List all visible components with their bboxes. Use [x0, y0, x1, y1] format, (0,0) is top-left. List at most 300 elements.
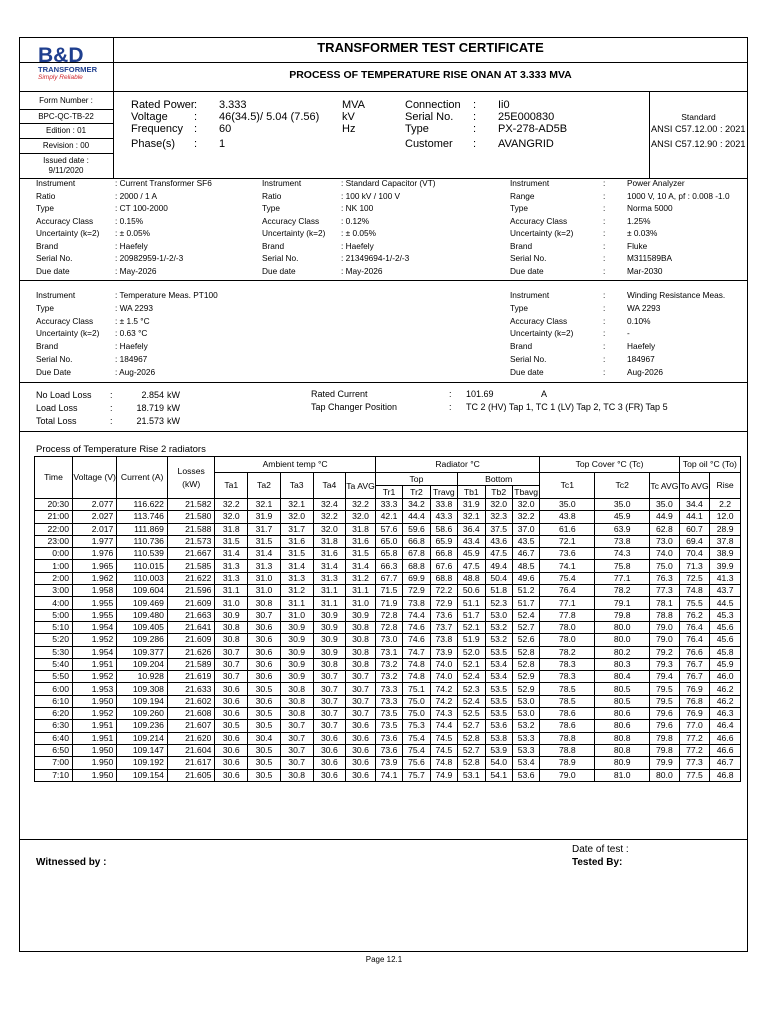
table-cell: 30.8	[346, 646, 376, 658]
type-label: Type	[405, 123, 429, 135]
header-tc-avg: Tc AVG	[650, 473, 680, 499]
table-caption: Process of Temperature Rise 2 radiators	[36, 444, 206, 455]
table-cell: 21.596	[167, 585, 214, 597]
header-tr2: Tr2	[403, 486, 430, 499]
table-cell: 3:00	[35, 585, 73, 597]
table-cell: 30.9	[313, 621, 346, 633]
table-cell: 54.1	[485, 769, 512, 781]
table-cell: 30.9	[280, 634, 313, 646]
table-cell: 30.6	[248, 634, 281, 646]
table-cell: 30.8	[346, 658, 376, 670]
table-cell: 45.9	[710, 658, 741, 670]
table-cell: 73.2	[375, 671, 402, 683]
table-cell: 21.609	[167, 634, 214, 646]
value: 1.25%	[627, 215, 651, 226]
table-cell: 30.7	[215, 671, 248, 683]
table-cell: 57.6	[375, 523, 402, 535]
table-cell: 74.1	[540, 560, 595, 572]
table-cell: 78.8	[540, 732, 595, 744]
label: Type	[36, 302, 54, 313]
customer-label: Customer	[405, 138, 453, 150]
edition: Edition : 01	[45, 126, 87, 135]
instruments2-col3-labels	[510, 289, 573, 379]
table-cell: 21.605	[167, 769, 214, 781]
rated-power-value: 3.333	[219, 99, 247, 111]
table-cell: 30.9	[346, 609, 376, 621]
label: Uncertainty (k=2)	[510, 328, 574, 339]
table-cell: 52.8	[512, 646, 539, 658]
voltage-label: Voltage	[131, 111, 168, 123]
label: Instrument	[262, 178, 302, 188]
table-row	[35, 560, 741, 572]
table-cell: 74.6	[403, 621, 430, 633]
table-cell: 79.9	[650, 757, 680, 769]
table-cell: 31.5	[215, 535, 248, 547]
label: Instrument	[510, 178, 550, 188]
load-loss-value: 18.719	[136, 403, 164, 413]
table-cell: 1.954	[72, 646, 116, 658]
value: Mar-2030	[627, 265, 663, 276]
table-cell: 71.3	[679, 560, 710, 572]
standard-line-1: ANSI C57.12.00 : 2021	[651, 124, 746, 134]
table-cell: 53.2	[485, 621, 512, 633]
table-cell: 45.3	[710, 609, 741, 621]
table-cell: 43.4	[458, 535, 485, 547]
table-cell: 74.8	[403, 671, 430, 683]
table-cell: 53.2	[512, 720, 539, 732]
label: Brand	[510, 341, 533, 352]
header-tc2: Tc2	[595, 473, 650, 499]
value: 0.10%	[627, 315, 651, 326]
value: : ± 1.5 °C	[115, 315, 150, 326]
value: : Temperature Meas. PT100	[115, 290, 218, 300]
table-cell: 110.736	[117, 535, 168, 547]
meta-line	[19, 123, 113, 124]
table-cell: 32.2	[346, 499, 376, 511]
table-cell: 21.582	[167, 499, 214, 511]
table-cell: 36.4	[458, 523, 485, 535]
table-row	[35, 523, 741, 535]
header-tb2: Tb2	[485, 486, 512, 499]
table-cell: 79.0	[650, 621, 680, 633]
value: : 0.63 °C	[115, 328, 148, 339]
table-cell: 30.7	[346, 671, 376, 683]
table-cell: 1.962	[72, 572, 116, 584]
table-cell: 2.077	[72, 499, 116, 511]
header-ta1: Ta1	[215, 473, 248, 499]
load-loss-label: Load Loss	[36, 403, 78, 413]
table-cell: 21:00	[35, 511, 73, 523]
table-cell: 75.3	[403, 720, 430, 732]
table-cell: 109.154	[117, 769, 168, 781]
table-cell: 73.6	[375, 744, 402, 756]
table-row	[35, 585, 741, 597]
table-cell: 1.952	[72, 708, 116, 720]
table-cell: 52.7	[512, 621, 539, 633]
table-cell: 52.8	[458, 757, 485, 769]
table-row	[35, 683, 741, 695]
table-cell: 45.9	[595, 511, 650, 523]
table-cell: 4:00	[35, 597, 73, 609]
table-cell: 75.0	[403, 695, 430, 707]
value: : Standard Capacitor (VT)	[341, 178, 436, 188]
label: Type	[262, 203, 280, 213]
table-cell: 79.6	[650, 708, 680, 720]
table-cell: 31.1	[313, 585, 346, 597]
table-cell: 67.8	[403, 548, 430, 560]
label: Due date	[510, 366, 544, 377]
table-cell: 77.1	[595, 572, 650, 584]
header-bottom-line	[19, 91, 748, 92]
table-cell: 53.6	[512, 769, 539, 781]
label: Brand	[36, 240, 59, 251]
sep: :	[473, 123, 477, 135]
table-cell: 45.9	[458, 548, 485, 560]
table-cell: 51.2	[512, 585, 539, 597]
table-cell: 75.7	[403, 769, 430, 781]
table-cell: 53.1	[458, 769, 485, 781]
table-cell: 67.6	[430, 560, 457, 572]
table-cell: 74.3	[595, 548, 650, 560]
table-cell: 75.1	[403, 683, 430, 695]
table-cell: 72.8	[375, 621, 402, 633]
table-cell: 71.5	[375, 585, 402, 597]
table-cell: 76.4	[540, 585, 595, 597]
table-cell: 78.1	[650, 597, 680, 609]
table-cell: 30.9	[280, 646, 313, 658]
table-cell: 30.9	[313, 634, 346, 646]
sep: :	[473, 138, 477, 150]
table-cell: 76.7	[679, 671, 710, 683]
table-cell: 1.953	[72, 683, 116, 695]
table-cell: 31.5	[346, 548, 376, 560]
table-cell: 77.2	[679, 744, 710, 756]
instruments2-values	[115, 289, 218, 379]
table-cell: 52.8	[512, 658, 539, 670]
table-cell: 46.4	[710, 720, 741, 732]
table-cell: 30.8	[280, 695, 313, 707]
table-cell: 72.9	[403, 585, 430, 597]
table-cell: 7:10	[35, 769, 73, 781]
table-cell: 1.950	[72, 769, 116, 781]
instruments1-col3-colons: : : : : : : : :	[603, 178, 606, 276]
label: Due date	[262, 265, 296, 276]
value: : 100 kV / 100 V	[341, 190, 401, 201]
customer-value: AVANGRID	[498, 138, 554, 150]
table-cell: 30.6	[248, 658, 281, 670]
table-cell: 52.5	[458, 708, 485, 720]
table-cell: 66.3	[375, 560, 402, 572]
table-cell: 30.8	[346, 621, 376, 633]
table-cell: 45.6	[710, 634, 741, 646]
tested-by: Tested By:	[572, 857, 623, 868]
table-cell: 30.7	[280, 757, 313, 769]
table-cell: 6:50	[35, 744, 73, 756]
table-cell: 62.8	[650, 523, 680, 535]
table-cell: 31.2	[280, 585, 313, 597]
table-cell: 80.0	[595, 634, 650, 646]
table-cell: 43.5	[512, 535, 539, 547]
table-cell: 74.0	[430, 671, 457, 683]
table-cell: 65.9	[430, 535, 457, 547]
table-cell: 43.8	[540, 511, 595, 523]
table-cell: 76.8	[679, 695, 710, 707]
table-cell: 6:20	[35, 708, 73, 720]
logo-column-divider	[113, 37, 114, 178]
table-row	[35, 720, 741, 732]
table-cell: 74.5	[430, 744, 457, 756]
table-cell: 51.1	[458, 597, 485, 609]
table-cell: 46.3	[710, 708, 741, 720]
table-cell: 47.5	[485, 548, 512, 560]
value: Winding Resistance Meas.	[627, 290, 726, 300]
value: : 20982959-1/-2/-3	[115, 253, 184, 263]
table-cell: 69.4	[679, 535, 710, 547]
unit: kW	[167, 416, 180, 426]
table-cell: 21.667	[167, 548, 214, 560]
revision: Revision : 00	[42, 141, 90, 150]
serial-label: Serial No.	[405, 111, 454, 123]
header-topoil: Top oil °C (To)	[679, 457, 740, 473]
table-cell: 32.1	[248, 499, 281, 511]
table-cell: 78.2	[540, 646, 595, 658]
table-cell: 31.7	[248, 523, 281, 535]
frequency-label: Frequency	[131, 123, 183, 135]
table-cell: 53.3	[512, 744, 539, 756]
table-cell: 58.6	[430, 523, 457, 535]
table-cell: 43.3	[430, 511, 457, 523]
table-cell: 30.5	[248, 769, 281, 781]
rated-current-unit: A	[541, 389, 548, 399]
table-cell: 1.952	[72, 634, 116, 646]
table-cell: 74.7	[403, 646, 430, 658]
table-cell: 52.8	[458, 732, 485, 744]
table-cell: 21.604	[167, 744, 214, 756]
table-cell: 32.0	[346, 511, 376, 523]
table-cell: 35.0	[595, 499, 650, 511]
label: Serial No.	[36, 253, 73, 263]
table-cell: 52.9	[512, 683, 539, 695]
table-cell: 70.4	[679, 548, 710, 560]
table-cell: 31.6	[313, 548, 346, 560]
table-cell: 32.1	[458, 511, 485, 523]
table-cell: 78.5	[540, 695, 595, 707]
table-cell: 21.622	[167, 572, 214, 584]
table-cell: 39.9	[710, 560, 741, 572]
type-value: PX-278-AD5B	[498, 123, 568, 135]
temperature-rise-table	[34, 456, 741, 782]
loss-labels	[36, 389, 92, 428]
table-cell: 72.1	[540, 535, 595, 547]
table-cell: 80.8	[595, 732, 650, 744]
meta-line	[19, 109, 113, 110]
table-cell: 46.0	[710, 671, 741, 683]
table-cell: 30.7	[313, 720, 346, 732]
table-cell: 51.7	[458, 609, 485, 621]
rated-power-unit: MVA	[342, 99, 366, 111]
table-cell: 31.4	[280, 560, 313, 572]
rated-current-label: Rated Current	[311, 389, 368, 399]
label: Uncertainty (k=2)	[510, 228, 574, 238]
table-cell: 30.9	[215, 609, 248, 621]
table-cell: 41.3	[710, 572, 741, 584]
table-row	[35, 757, 741, 769]
label: Type	[36, 203, 54, 213]
table-cell: 77.0	[679, 720, 710, 732]
table-cell: 113.746	[117, 511, 168, 523]
table-cell: 21.607	[167, 720, 214, 732]
table-cell: 77.8	[540, 609, 595, 621]
table-cell: 110.539	[117, 548, 168, 560]
table-cell: 52.6	[512, 634, 539, 646]
value: : 21349694-1/-2/-3	[341, 253, 410, 263]
table-cell: 73.6	[540, 548, 595, 560]
connection-label: Connection	[405, 99, 461, 111]
table-cell: 31.4	[215, 548, 248, 560]
label: Due date	[36, 265, 70, 276]
label: Accuracy Class	[510, 215, 568, 226]
table-cell: 67.7	[375, 572, 402, 584]
value: : NK 100	[341, 203, 374, 213]
phases-value: 1	[219, 138, 226, 150]
value: : WA 2293	[115, 302, 153, 313]
table-cell: 77.3	[650, 585, 680, 597]
table-cell: 31.0	[215, 597, 248, 609]
table-row	[35, 572, 741, 584]
label: Serial No.	[262, 253, 299, 263]
label: Uncertainty (k=2)	[262, 228, 326, 238]
header-bottom: Bottom	[458, 473, 540, 486]
document-subtitle: PROCESS OF TEMPERATURE RISE ONAN AT 3.333 MVA	[289, 69, 572, 81]
table-cell: 31.9	[248, 511, 281, 523]
table-cell: 45.8	[710, 646, 741, 658]
table-cell: 77.1	[540, 597, 595, 609]
header-travg: Travg	[430, 486, 457, 499]
logo-text: B&D	[38, 44, 84, 67]
table-cell: 52.4	[512, 609, 539, 621]
table-cell: 30.6	[346, 720, 376, 732]
table-cell: 73.8	[430, 634, 457, 646]
table-cell: 30.6	[215, 683, 248, 695]
table-cell: 1.955	[72, 609, 116, 621]
colon: :	[449, 402, 452, 412]
total-loss-label: Total Loss	[36, 416, 77, 426]
table-cell: 21.617	[167, 757, 214, 769]
table-cell: 109.204	[117, 658, 168, 670]
sep: :	[194, 111, 198, 123]
table-cell: 53.9	[485, 744, 512, 756]
table-cell: 65.8	[375, 548, 402, 560]
table-cell: 44.1	[679, 511, 710, 523]
table-cell: 5:40	[35, 658, 73, 670]
table-cell: 30.6	[248, 695, 281, 707]
table-cell: 72.8	[375, 609, 402, 621]
table-cell: 30.7	[248, 609, 281, 621]
table-cell: 74.9	[430, 769, 457, 781]
table-cell: 109.286	[117, 634, 168, 646]
table-cell: 81.0	[595, 769, 650, 781]
table-cell: 30.6	[248, 646, 281, 658]
table-cell: 52.1	[458, 658, 485, 670]
table-cell: 80.4	[595, 671, 650, 683]
table-cell: 21.609	[167, 597, 214, 609]
table-cell: 109.192	[117, 757, 168, 769]
table-cell: 63.9	[595, 523, 650, 535]
table-cell: 30.6	[215, 708, 248, 720]
header-ambient: Ambient temp °C	[215, 457, 375, 473]
table-cell: 75.4	[540, 572, 595, 584]
table-cell: 109.604	[117, 585, 168, 597]
sep: :	[194, 99, 198, 111]
table-cell: 32.2	[313, 511, 346, 523]
table-row	[35, 646, 741, 658]
header-time: Time	[35, 457, 73, 499]
table-cell: 21.585	[167, 560, 214, 572]
table-cell: 30.7	[313, 683, 346, 695]
table-cell: 52.4	[458, 671, 485, 683]
instruments1-col2-labels	[262, 177, 325, 277]
label: Instrument	[36, 178, 76, 188]
label: Brand	[36, 341, 59, 352]
table-cell: 31.1	[346, 585, 376, 597]
no-load-loss-label: No Load Loss	[36, 390, 92, 400]
table-body	[35, 499, 741, 782]
table-cell: 76.6	[679, 646, 710, 658]
label: Accuracy Class	[36, 215, 94, 226]
frequency-unit: Hz	[342, 123, 356, 135]
table-cell: 75.8	[595, 560, 650, 572]
table-row	[35, 708, 741, 720]
table-cell: 21.620	[167, 732, 214, 744]
value: Power Analyzer	[627, 178, 685, 188]
label: Accuracy Class	[36, 315, 94, 326]
logo-sub: TRANSFORMER	[38, 65, 98, 74]
label: Type	[510, 203, 528, 213]
label: Brand	[510, 240, 533, 251]
table-cell: 74.8	[403, 658, 430, 670]
table-cell: 53.4	[512, 757, 539, 769]
table-cell: 78.6	[540, 720, 595, 732]
table-cell: 5:50	[35, 671, 73, 683]
table-cell: 74.5	[430, 732, 457, 744]
value: Haefely	[627, 341, 656, 352]
table-row	[35, 597, 741, 609]
table-cell: 28.9	[710, 523, 741, 535]
table-cell: 20:30	[35, 499, 73, 511]
label: Type	[510, 302, 528, 313]
table-cell: 37.0	[512, 523, 539, 535]
table-cell: 1.950	[72, 744, 116, 756]
table-cell: 30.8	[215, 634, 248, 646]
table-cell: 53.0	[512, 708, 539, 720]
table-cell: 35.0	[540, 499, 595, 511]
value: : ± 0.05%	[341, 228, 376, 238]
table-cell: 76.4	[679, 634, 710, 646]
table-cell: 30.7	[346, 695, 376, 707]
table-cell: 43.7	[710, 585, 741, 597]
table-cell: 73.0	[375, 634, 402, 646]
table-cell: 42.1	[375, 511, 402, 523]
table-cell: 79.5	[650, 683, 680, 695]
table-cell: 30.7	[215, 646, 248, 658]
value: Fluke	[627, 240, 648, 251]
table-cell: 52.0	[458, 646, 485, 658]
table-cell: 76.7	[679, 658, 710, 670]
table-cell: 30.8	[280, 769, 313, 781]
sep: :	[473, 111, 477, 123]
table-cell: 6:40	[35, 732, 73, 744]
table-cell: 73.6	[375, 732, 402, 744]
